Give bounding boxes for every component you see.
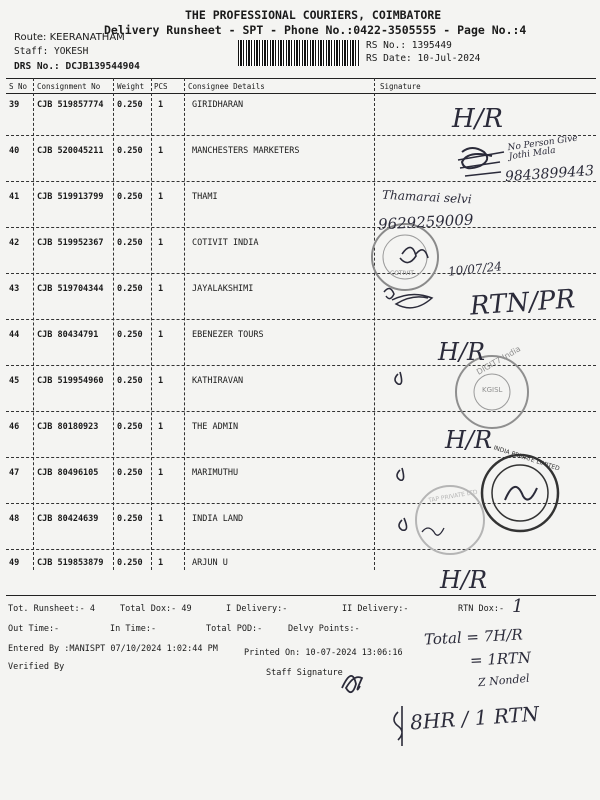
row-pcs: 1 bbox=[158, 514, 164, 524]
row-consignee: MARIMUTHU bbox=[192, 468, 239, 478]
staff-label: Staff: YOKESH bbox=[14, 46, 89, 57]
row-weight: 0.250 bbox=[117, 192, 143, 202]
handwritten-totals: Total = 7H/R bbox=[423, 625, 524, 649]
printed-on: Printed On: 10-07-2024 13:06:16 bbox=[244, 648, 403, 658]
row-sno: 41 bbox=[9, 192, 20, 202]
handwritten-phone: 9843899443 bbox=[504, 162, 595, 186]
row-weight: 0.250 bbox=[117, 100, 143, 110]
tot-runsheet: Tot. Runsheet:- 4 bbox=[8, 604, 95, 614]
row-pcs: 1 bbox=[158, 146, 164, 156]
row-consignee: MANCHESTERS MARKETERS bbox=[192, 146, 300, 156]
row-sno: 39 bbox=[9, 100, 20, 110]
row-consignee: THE ADMIN bbox=[192, 422, 239, 432]
handwritten-hr: H/R bbox=[445, 426, 493, 454]
row-consignment: CJB 80180923 bbox=[37, 422, 99, 432]
runsheet-title: Delivery Runsheet - SPT - Phone No.:0422-3505555 - Page No.:4 bbox=[104, 23, 527, 37]
column-header-pcs: PCS bbox=[154, 82, 168, 91]
rs-date: RS Date: 10-Jul-2024 bbox=[366, 53, 481, 64]
row-consignment: CJB 519853879 bbox=[37, 558, 104, 568]
total-dox: Total Dox:- 49 bbox=[120, 604, 192, 614]
handwritten-rtn-count: 1 bbox=[512, 596, 524, 617]
row-consignee: KATHIRAVAN bbox=[192, 376, 244, 386]
row-pcs: 1 bbox=[158, 192, 164, 202]
handwritten-totals: = 1RTN bbox=[469, 648, 532, 670]
stamp-text: INDIA PRIVATE LIMITED bbox=[492, 444, 561, 473]
row-consignee: INDIA LAND bbox=[192, 514, 244, 524]
row-consignee: COTIVIT INDIA bbox=[192, 238, 259, 248]
handwritten-summary: 8HR / 1 RTN bbox=[409, 701, 540, 735]
row-sno: 42 bbox=[9, 238, 20, 248]
handwritten-totals: Z Nondel bbox=[477, 671, 531, 690]
verified-by: Verified By bbox=[8, 662, 65, 672]
staff-signature-mark bbox=[342, 676, 362, 692]
row-consignment: CJB 520045211 bbox=[37, 146, 104, 156]
company-title: THE PROFESSIONAL COURIERS, COIMBATORE bbox=[185, 8, 442, 22]
row-weight: 0.250 bbox=[117, 422, 143, 432]
row-consignment: CJB 80434791 bbox=[37, 330, 99, 340]
row-consignment: CJB 519857774 bbox=[37, 100, 104, 110]
handwritten-note: No Person Give Jothi Mala bbox=[507, 133, 579, 163]
row-weight: 0.250 bbox=[117, 558, 143, 568]
entered-by: Entered By :MANISPT 07/10/2024 1:02:44 PM bbox=[8, 644, 218, 654]
row-weight: 0.250 bbox=[117, 376, 143, 386]
column-header-signature: Signature bbox=[380, 82, 421, 91]
stamp-text: KGISL bbox=[482, 386, 503, 394]
stamp-text: TAP PRIVATE LTD bbox=[427, 488, 479, 505]
row-sno: 46 bbox=[9, 422, 20, 432]
row-pcs: 1 bbox=[158, 558, 164, 568]
row-sno: 40 bbox=[9, 146, 20, 156]
row-consignee: THAMI bbox=[192, 192, 218, 202]
handwritten-hr: H/R bbox=[452, 104, 504, 134]
row-sno: 44 bbox=[9, 330, 20, 340]
handwritten-hr: H/R bbox=[440, 566, 488, 594]
in-time: In Time:- bbox=[110, 624, 157, 634]
handwritten-phone: 9629259009 bbox=[377, 210, 474, 234]
checkmark-tick bbox=[397, 468, 404, 480]
column-header-consignee: Consignee Details bbox=[188, 82, 265, 91]
route-label: Route: KEERANATHAM bbox=[14, 32, 125, 43]
row-consignment: CJB 519913799 bbox=[37, 192, 104, 202]
row-consignee: ARJUN U bbox=[192, 558, 228, 568]
row-weight: 0.250 bbox=[117, 330, 143, 340]
row-weight: 0.250 bbox=[117, 146, 143, 156]
row-pcs: 1 bbox=[158, 330, 164, 340]
drs-number: DRS No.: DCJB139544904 bbox=[14, 61, 140, 72]
delvy-points: Delvy Points:- bbox=[288, 624, 360, 634]
row-weight: 0.250 bbox=[117, 284, 143, 294]
column-header-sno: S No bbox=[9, 82, 28, 91]
column-header-weight: Weight bbox=[117, 82, 145, 91]
row-sno: 43 bbox=[9, 284, 20, 294]
row-pcs: 1 bbox=[158, 468, 164, 478]
row-weight: 0.250 bbox=[117, 468, 143, 478]
scribble-signature bbox=[458, 152, 504, 176]
row-sno: 49 bbox=[9, 558, 20, 568]
checkmark-tick bbox=[399, 518, 407, 530]
company-seal bbox=[492, 465, 548, 521]
rtn-dox: RTN Dox:- bbox=[458, 604, 505, 614]
row-consignment: CJB 519954960 bbox=[37, 376, 104, 386]
handwritten-rtn-pr: RTN/PR bbox=[469, 284, 576, 322]
ii-delivery: II Delivery:- bbox=[342, 604, 409, 614]
row-consignee: JAYALAKSHIMI bbox=[192, 284, 254, 294]
staff-signature-label: Staff Signature bbox=[266, 668, 343, 678]
row-weight: 0.250 bbox=[117, 238, 143, 248]
row-sno: 45 bbox=[9, 376, 20, 386]
row-pcs: 1 bbox=[158, 376, 164, 386]
stamp-text: COTIVIT bbox=[390, 270, 414, 277]
row-pcs: 1 bbox=[158, 422, 164, 432]
handwritten-date: 10/07/24 bbox=[447, 259, 503, 279]
seal-signature bbox=[505, 487, 537, 500]
row-sno: 48 bbox=[9, 514, 20, 524]
row-weight: 0.250 bbox=[117, 514, 143, 524]
row-consignee: GIRIDHARAN bbox=[192, 100, 244, 110]
handwritten-hr: H/R bbox=[438, 338, 486, 366]
out-time: Out Time:- bbox=[8, 624, 60, 634]
row-sno: 47 bbox=[9, 468, 20, 478]
row-pcs: 1 bbox=[158, 100, 164, 110]
scribble-signature bbox=[384, 288, 432, 307]
row-pcs: 1 bbox=[158, 238, 164, 248]
stamp-text: DIGIT7 India bbox=[475, 344, 523, 377]
initials-signature bbox=[400, 247, 428, 262]
handwritten-name: Thamarai selvi bbox=[381, 187, 472, 207]
total-pod: Total POD:- bbox=[206, 624, 263, 634]
row-consignment: CJB 519704344 bbox=[37, 284, 104, 294]
scribble-signature bbox=[422, 528, 444, 535]
row-consignment: CJB 80496105 bbox=[37, 468, 99, 478]
column-header-consignment: Consignment No bbox=[37, 82, 101, 91]
scribble-mark bbox=[394, 706, 402, 746]
row-consignment: CJB 519952367 bbox=[37, 238, 104, 248]
row-pcs: 1 bbox=[158, 284, 164, 294]
row-consignee: EBENEZER TOURS bbox=[192, 330, 264, 340]
checkmark-tick bbox=[395, 372, 402, 384]
rs-number: RS No.: 1395449 bbox=[366, 40, 452, 51]
i-delivery: I Delivery:- bbox=[226, 604, 288, 614]
row-consignment: CJB 80424639 bbox=[37, 514, 99, 524]
